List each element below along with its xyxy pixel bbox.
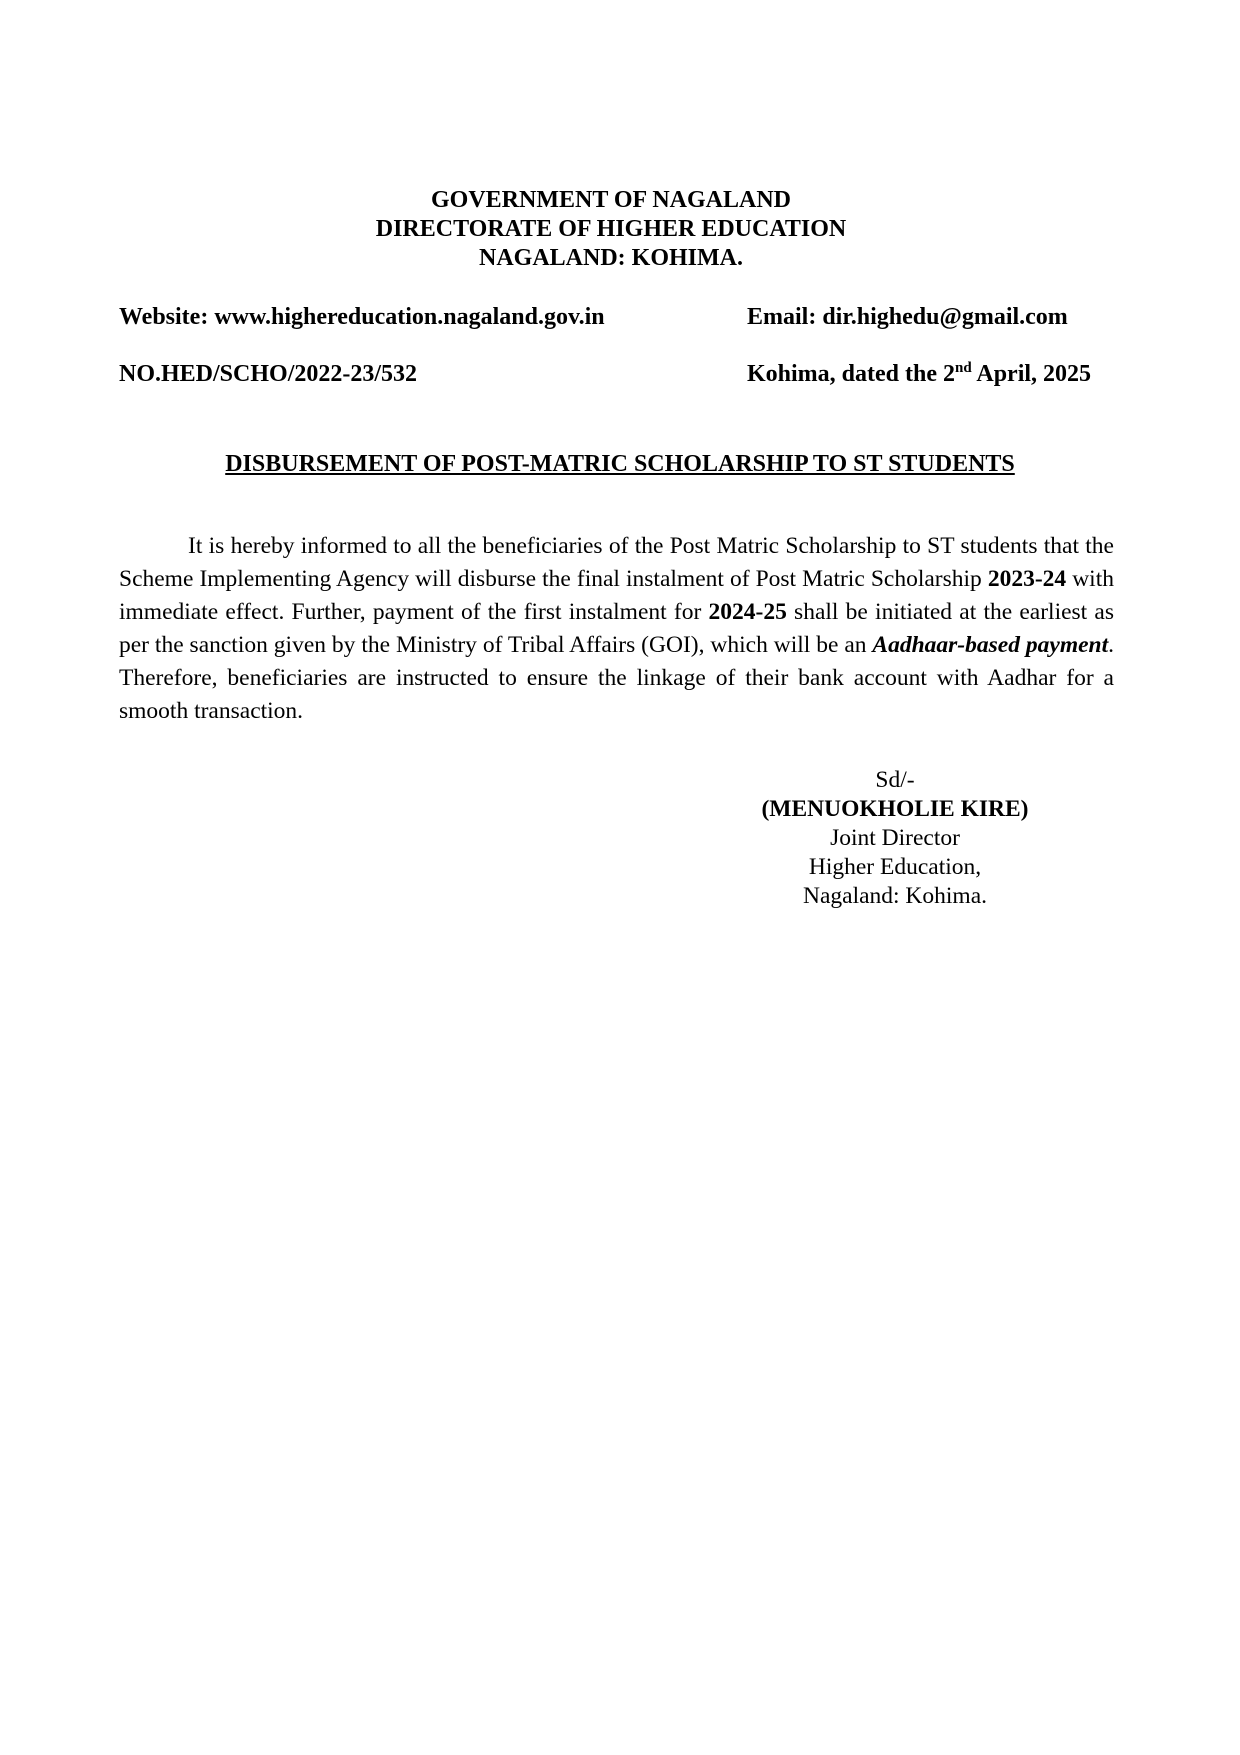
issue-date (747, 359, 1091, 389)
signature-block (700, 766, 1090, 911)
body-year-2024-25: 2024-25 (708, 598, 787, 625)
letterhead-line-directorate: DIRECTORATE OF HIGHER EDUCATION (375, 216, 847, 242)
date-prefix: Kohima, dated the 2 (747, 361, 956, 387)
signatory-department: Higher Education, (808, 854, 982, 880)
date-suffix: April, 2025 (971, 361, 1092, 387)
signatory-name: (MENUOKHOLIE KIRE) (761, 796, 1029, 822)
notice-body (119, 530, 1114, 728)
email-line (747, 302, 1068, 332)
reference-number: NO.HED/SCHO/2022-23/532 (119, 361, 418, 387)
signatory-designation: Joint Director (830, 825, 960, 851)
subject-heading: DISBURSEMENT OF POST-MATRIC SCHOLARSHIP TO ST STUDENTS (225, 451, 1015, 477)
letterhead-line-location: NAGALAND: KOHIMA. (479, 245, 743, 271)
body-emphasis: Aadhaar-based payment (872, 631, 1109, 658)
body-text-2: with immediate effect. Further, payment of the first instalment for (119, 565, 1114, 625)
email-link[interactable]: dir.highedu@gmail.com (822, 304, 1068, 330)
date-ordinal: nd (955, 360, 972, 376)
body-year-2023-24: 2023-24 (987, 565, 1067, 592)
letterhead-line-government: GOVERNMENT OF NAGALAND (430, 187, 791, 213)
signed-mark: Sd/- (875, 767, 915, 793)
body-text-4: . Therefore, beneficiaries are instructed to ensure the linkage of their bank account with Aadhar for a smooth transaction. (119, 631, 1114, 724)
website-link[interactable]: www.highereducation.nagaland.gov.in (214, 304, 605, 330)
website-label: Website: (119, 304, 209, 330)
body-text-1: It is hereby informed to all the beneficiaries of the Post Matric Scholarship to ST students that the Scheme Implementing Agency will disburse the final instalment of Post Matric Scholarship (119, 532, 1114, 592)
email-label: Email: (747, 304, 817, 330)
letterhead (0, 186, 1222, 273)
signatory-location: Nagaland: Kohima. (802, 883, 988, 909)
website-line (119, 302, 605, 332)
body-text-3: shall be initiated at the earliest as per the sanction given by the Ministry of Tribal Affairs (GOI), which will be an (119, 598, 1114, 658)
